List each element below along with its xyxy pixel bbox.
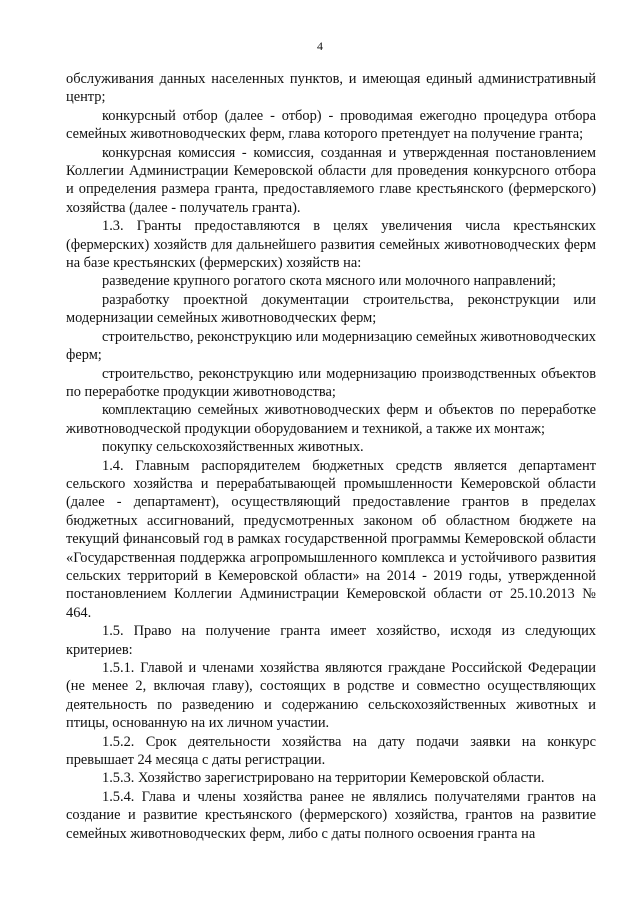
paragraph-1-3: 1.3. Гранты предоставляются в целях увеличения числа крестьянских (фермерских) хозяйств для дальнейшего развития семейных животноводческих ферм на базе крестьянских (фермерских) хозяйств на:: [66, 218, 596, 272]
list-item-project-documentation: разработку проектной документации строительства, реконструкции или модернизации семейных животноводческих ферм;: [66, 291, 596, 327]
body-text: [66, 70, 596, 843]
list-item-equipment: комплектацию семейных животноводческих ферм и объектов по переработке животноводческой продукции оборудованием и техникой, а также их монтаж;: [66, 402, 596, 437]
list-item-cattle-breeding: разведение крупного рогатого скота мясного или молочного направлений;: [102, 273, 557, 290]
paragraph-1-5-2: 1.5.2. Срок деятельности хозяйства на дату подачи заявки на конкурс превышает 24 месяца с даты регистрации.: [66, 733, 596, 769]
paragraph-1-5-3: 1.5.3. Хозяйство зарегистрировано на территории Кемеровской области.: [102, 770, 545, 787]
paragraph-continuation: обслуживания данных населенных пунктов, и имеющая единый административный центр;: [66, 71, 596, 106]
paragraph-1-5-4: 1.5.4. Глава и члены хозяйства ранее не являлись получателями грантов на создание и развитие крестьянского (фермерского) хозяйства, грантов на развитие семейных животноводческих ферм, либо с даты полного освоения гранта на: [66, 788, 596, 842]
paragraph-competition-commission: конкурсная комиссия - комиссия, созданная и утвержденная постановлением Коллегии Администрации Кемеровской области для проведения конкурсного отбора и определения размера гранта, предоставляемого главе крестьянского (фермерского) хозяйства (далее - получатель гранта).: [66, 144, 596, 216]
paragraph-competitive-selection: конкурсный отбор (далее - отбор) - проводимая ежегодно процедура отбора семейных животноводческих ферм, глава которого претендует на получение гранта;: [66, 107, 596, 143]
page-number: 4: [317, 39, 323, 53]
paragraph-1-5: 1.5. Право на получение гранта имеет хозяйство, исходя из следующих критериев:: [66, 623, 596, 658]
list-item-animal-purchase: покупку сельскохозяйственных животных.: [102, 439, 364, 456]
paragraph-1-5-1: 1.5.1. Главой и членами хозяйства являются граждане Российской Федерации (не менее 2, включая главу), состоящих в родстве и совместно осуществляющих деятельность по разведению и содержанию сельскохозяйственных животных и птицы, основанную на их личном участии.: [66, 660, 596, 732]
paragraph-1-4: 1.4. Главным распорядителем бюджетных средств является департамент сельского хозяйства и перерабатывающей промышленности Кемеровской области (далее - департамент), осуществляющий предоставление грантов в пределах бюджетных ассигнований, предусмотренных законом об областном бюджете на текущий финансовый год в рамках государственной программы Кемеровской области «Государственная поддержка агропромышленного комплекса и устойчивого развития сельских территорий в Кемеровской области» на 2014 - 2019 годы, утвержденной постановлением Коллегии Администрации Кемеровской области от 25.10.2013 № 464.: [66, 457, 596, 621]
list-item-processing-facilities: строительство, реконструкцию или модернизацию производственных объектов по переработке продукции животноводства;: [66, 365, 596, 400]
list-item-farm-construction: строительство, реконструкцию или модернизацию семейных животноводческих ферм;: [66, 328, 596, 364]
